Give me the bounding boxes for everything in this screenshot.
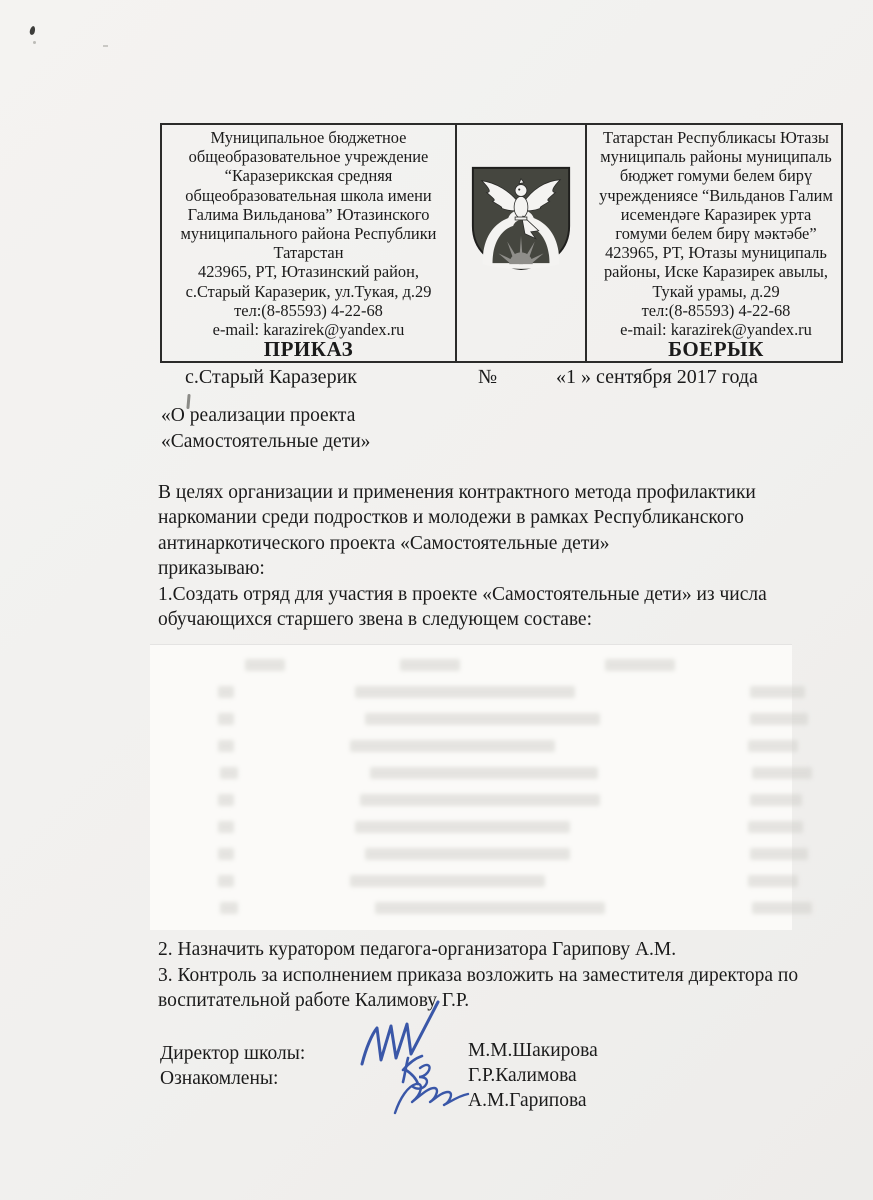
- text-line: антинаркотического проекта «Самостоятельные дети»: [158, 532, 610, 554]
- erased-table-smudge: [748, 875, 798, 887]
- text-line: e-mail: karazirek@yandex.ru: [212, 320, 405, 340]
- date-line: [160, 366, 855, 392]
- erased-table-smudge: [245, 659, 285, 671]
- erased-table-smudge: [370, 767, 598, 779]
- erased-table-smudge: [752, 767, 812, 779]
- erased-table-smudge: [220, 767, 238, 779]
- order-subject: [161, 403, 370, 455]
- text-line: 1.Создать отряд для участия в проекте «Самостоятельные дети» из числа: [158, 583, 767, 605]
- text-line: Татарстан: [273, 243, 344, 263]
- letterhead-table: [160, 123, 843, 363]
- erased-table-smudge: [752, 902, 812, 914]
- erased-table-smudge: [355, 686, 575, 698]
- text-line: обучающихся старшего звена в следующем составе:: [158, 609, 593, 631]
- signature-garipova: [395, 1084, 468, 1113]
- erased-table-smudge: [350, 875, 545, 887]
- erased-table-smudge: [365, 848, 570, 860]
- erased-table-smudge: [218, 821, 234, 833]
- erased-table-smudge: [360, 794, 600, 806]
- text-line: Г.Р.Калимова: [468, 1065, 577, 1087]
- handwritten-signatures: [350, 990, 500, 1120]
- text-line: районы, Иске Каразирек авылы,: [603, 262, 828, 282]
- text-line: гомуми белем бирү мәктәбе”: [615, 224, 817, 244]
- erased-table-smudge: [400, 659, 460, 671]
- text-line: «Самостоятельные дети»: [161, 431, 371, 452]
- scan-speck: [103, 45, 108, 47]
- number-sign: №: [478, 366, 498, 388]
- text-line: общеобразовательная школа имени: [185, 185, 432, 205]
- text-line: исемендәге Каразирек урта: [620, 204, 812, 224]
- text-line: муниципаль районы муниципаль: [600, 147, 832, 167]
- text-line: воспитательной работе Калимову Г.Р.: [158, 990, 470, 1012]
- order-body-text: [158, 480, 767, 632]
- erased-table-smudge: [748, 821, 803, 833]
- text-line: 423965, РТ, Ютазинский район,: [198, 262, 419, 282]
- text-line: общеобразовательное учреждение: [188, 147, 429, 167]
- acknowledged-label: Ознакомлены:: [160, 1068, 279, 1090]
- erased-table-smudge: [218, 848, 234, 860]
- text-line: «О реализации проекта: [161, 405, 356, 426]
- signature-labels: [160, 1041, 305, 1092]
- text-line: тел:(8-85593) 4-22-68: [234, 300, 383, 320]
- text-line: 423965, РТ, Ютазы муниципаль: [605, 243, 827, 263]
- erased-table-smudge: [748, 740, 798, 752]
- director-label: Директор школы:: [160, 1043, 306, 1064]
- text-line: В целях организации и применения контрактного метода профилактики: [158, 482, 756, 503]
- text-line: тел:(8-85593) 4-22-68: [641, 300, 791, 320]
- erased-table-smudge: [220, 902, 238, 914]
- text-line: приказываю:: [158, 558, 265, 580]
- text-line: 3. Контроль за исполнением приказа возложить на заместителя директора по: [158, 964, 799, 986]
- text-line: муниципального района Республики: [180, 224, 437, 244]
- text-line: М.М.Шакирова: [468, 1040, 598, 1061]
- erased-table-smudge: [218, 713, 234, 725]
- erased-table-smudge: [750, 794, 802, 806]
- text-line: “Каразерикская средняя: [224, 166, 393, 186]
- date-text: «1 » сентября 2017 года: [556, 366, 758, 388]
- erased-table-smudge: [750, 713, 808, 725]
- erased-table-smudge: [750, 848, 808, 860]
- erased-table-smudge: [218, 686, 234, 698]
- erased-table-smudge: [350, 740, 555, 752]
- falcon-eye: [518, 188, 520, 190]
- text-line: 2. Назначить куратором педагога-организатора Гарипову А.М.: [158, 939, 677, 960]
- scan-speck: [33, 41, 36, 44]
- erased-table-smudge: [605, 659, 675, 671]
- text-line: e-mail: karazirek@yandex.ru: [620, 320, 812, 340]
- signature-shakirova: [362, 1002, 438, 1064]
- erased-table-smudge: [218, 740, 234, 752]
- letterhead-tatar: [587, 125, 845, 361]
- place-text: с.Старый Каразерик: [185, 366, 357, 388]
- text-line: Муниципальное бюджетное: [210, 128, 407, 147]
- text-line: А.М.Гарипова: [468, 1090, 587, 1112]
- erased-table-smudge: [375, 902, 605, 914]
- text-line: Тукай урамы, д.29: [652, 281, 780, 301]
- coat-of-arms-icon: [466, 163, 576, 273]
- text-line: наркомании среди подростков и молодежи в рамках Республиканского: [158, 507, 744, 529]
- text-line: учреждениясе “Вильданов Галим: [599, 185, 833, 205]
- erased-table-smudge: [218, 875, 234, 887]
- document-type-russian: ПРИКАЗ: [263, 337, 354, 362]
- letterhead-emblem-cell: [457, 125, 587, 361]
- erased-table-smudge: [218, 794, 234, 806]
- letterhead-tatar-lines: [591, 128, 841, 339]
- erased-table-smudge: [355, 821, 570, 833]
- redacted-table-area: [150, 644, 792, 930]
- text-line: бюджет гомуми белем бирү: [619, 166, 813, 186]
- text-line: Галима Вильданова” Ютазинского: [187, 204, 430, 224]
- scan-speck: [29, 26, 36, 36]
- erased-table-smudge: [365, 713, 600, 725]
- document-type-tatar: БОЕРЫК: [668, 337, 764, 362]
- text-line: Татарстан Республикасы Ютазы: [603, 128, 829, 147]
- letterhead-russian-lines: [166, 128, 451, 339]
- erased-table-smudge: [750, 686, 805, 698]
- text-line: с.Старый Каразерик, ул.Тукая, д.29: [185, 281, 432, 301]
- letterhead-russian: [162, 125, 457, 361]
